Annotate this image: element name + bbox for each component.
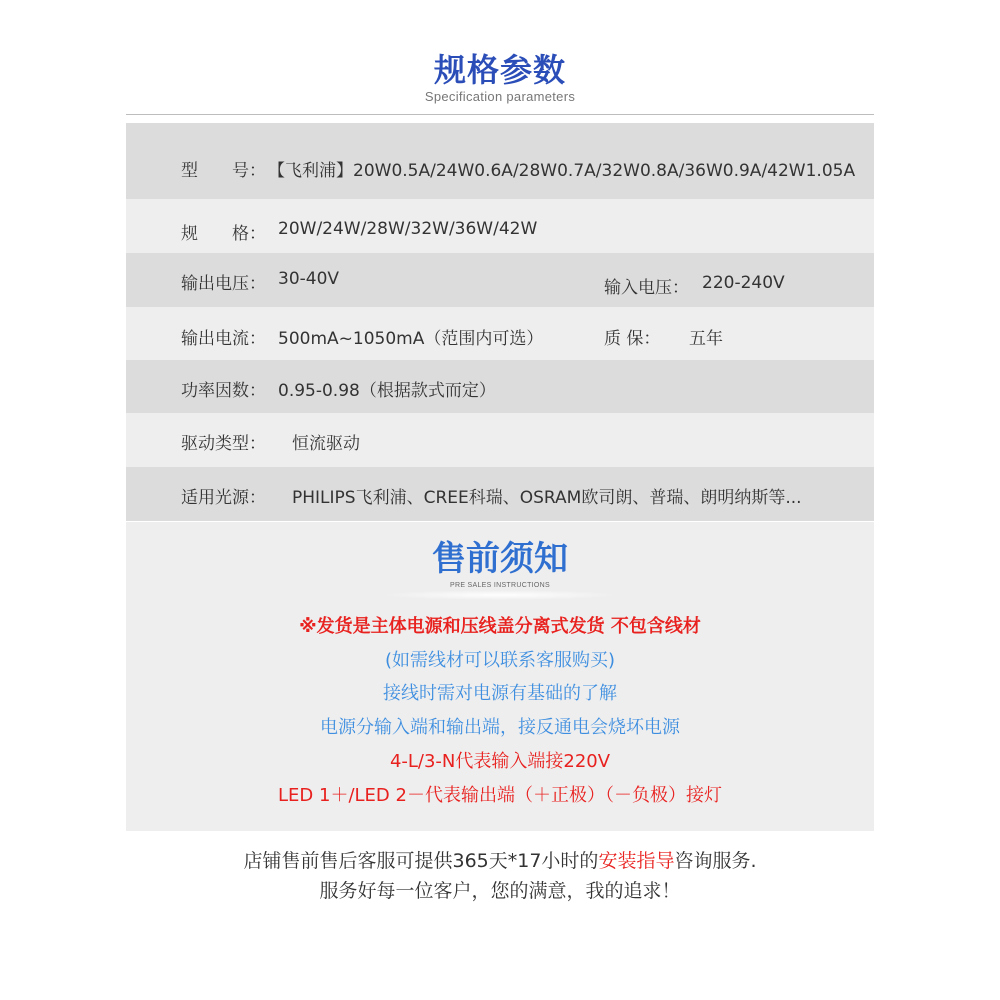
notice-line-output: LED 1＋/LED 2－代表输出端（＋正极）（－负极）接灯 bbox=[278, 785, 722, 806]
spec-value-power-factor: 0.95-0.98（根据款式而定） bbox=[278, 381, 496, 401]
spec-value-spec: 20W/24W/28W/32W/36W/42W bbox=[278, 219, 538, 239]
page-subtitle: Specification parameters bbox=[424, 89, 576, 104]
spec-label-output-current: 输出电流： bbox=[181, 329, 266, 349]
spec-table bbox=[126, 123, 874, 521]
notice-title-glow bbox=[380, 590, 620, 600]
notice-line-cable: (如需线材可以联系客服购买) bbox=[384, 650, 616, 671]
spec-label-drive-type: 驱动类型： bbox=[181, 434, 266, 454]
spec-value-light-source: PHILIPS飞利浦、CREE科瑞、OSRAM欧司朗、普瑞、朗明纳斯等... bbox=[292, 488, 802, 508]
footer-slogan: 服务好每一位客户，您的满意，我的追求！ bbox=[319, 880, 681, 902]
notice-line-polarity: 电源分输入端和输出端，接反通电会烧坏电源 bbox=[320, 717, 680, 738]
spec-value-output-voltage: 30-40V bbox=[278, 269, 340, 289]
spec-label-spec: 规 格： bbox=[181, 224, 266, 244]
footer-text-before: 店铺售前售后客服可提供365天*17小时的 bbox=[243, 850, 599, 872]
spec-value-drive-type: 恒流驱动 bbox=[292, 434, 360, 454]
footer-highlight: 安装指导 bbox=[598, 850, 675, 872]
notice-title: 售前须知 bbox=[432, 539, 568, 579]
notice-subtitle: PRE SALES INSTRUCTIONS bbox=[450, 582, 550, 589]
spec-row-current bbox=[126, 307, 874, 360]
spec-row-spec bbox=[126, 199, 874, 253]
spec-label-output-voltage: 输出电压： bbox=[181, 274, 266, 294]
spec-label-warranty: 质 保： bbox=[604, 329, 661, 349]
spec-row-voltage bbox=[126, 253, 874, 307]
spec-value-input-voltage: 220-240V bbox=[702, 273, 785, 293]
spec-value-warranty: 五年 bbox=[689, 329, 723, 349]
footer-text-after: 咨询服务. bbox=[674, 850, 757, 872]
spec-label-power-factor: 功率因数： bbox=[181, 381, 266, 401]
page-title: 规格参数 bbox=[433, 51, 566, 89]
spec-header bbox=[0, 50, 1000, 104]
footer-service-line bbox=[0, 849, 1000, 873]
spec-value-model: 【飞利浦】20W0.5A/24W0.6A/28W0.7A/32W0.8A/36W0.9A/42W1.05A bbox=[268, 161, 856, 181]
spec-label-model: 型 号： bbox=[181, 161, 266, 181]
spec-row-light-source bbox=[126, 467, 874, 521]
presale-notice bbox=[126, 522, 874, 831]
notice-line-input: 4-L/3-N代表输入端接220V bbox=[389, 751, 611, 772]
spec-row-power-factor bbox=[126, 360, 874, 413]
spec-value-output-current: 500mA~1050mA（范围内可选） bbox=[278, 329, 544, 349]
notice-line-wiring: 接线时需对电源有基础的了解 bbox=[383, 683, 617, 704]
notice-line-shipping: ※发货是主体电源和压线盖分离式发货 不包含线材 bbox=[299, 616, 701, 637]
header-divider bbox=[126, 114, 874, 115]
spec-row-drive-type bbox=[126, 413, 874, 467]
spec-row-model bbox=[126, 123, 874, 199]
spec-label-light-source: 适用光源： bbox=[181, 488, 266, 508]
spec-label-input-voltage: 输入电压： bbox=[604, 278, 689, 298]
